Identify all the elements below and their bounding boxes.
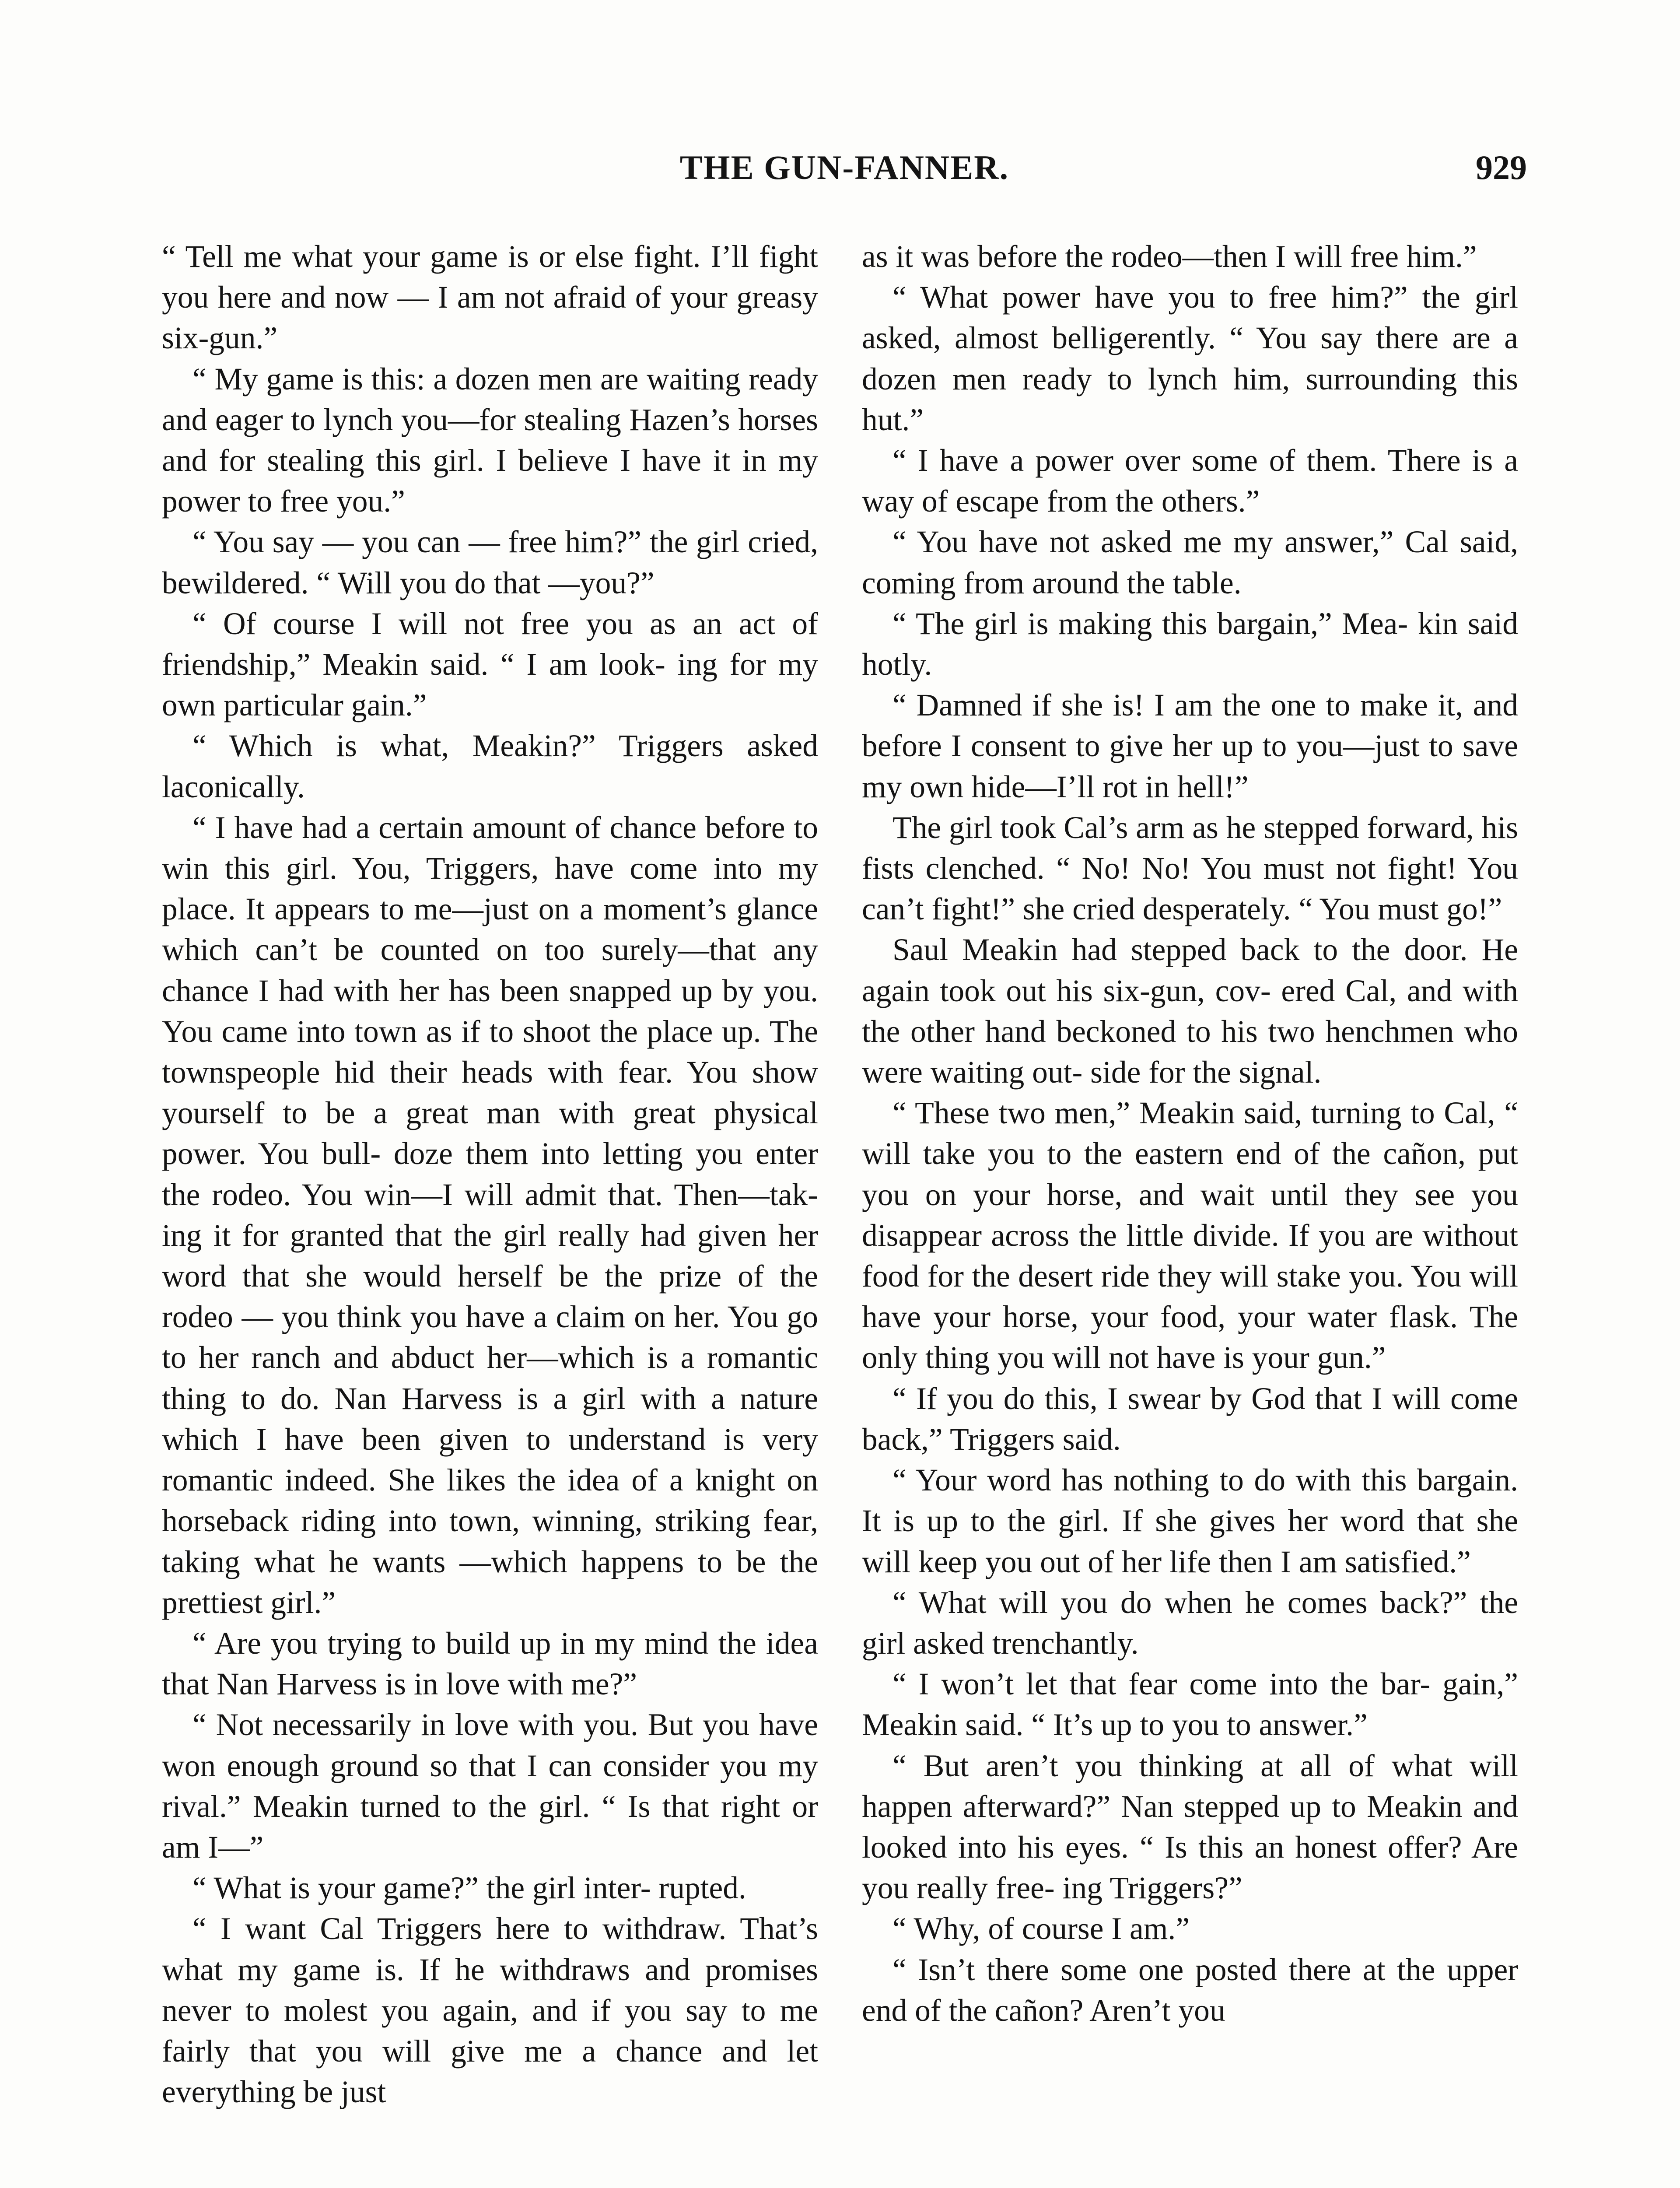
- running-title: THE GUN-FANNER.: [679, 148, 1009, 186]
- paragraph: The girl took Cal’s arm as he stepped forward, his fists clenched. “ No! No! You must not fight! You can’t fight!” she cried desperately. “ You must go!”: [862, 810, 1518, 927]
- paragraph: “ Damned if she is! I am the one to make it, and before I consent to give her up to you—just to save my own hide—I’ll rot in hell!”: [862, 688, 1518, 804]
- paragraph: “ Not necessarily in love with you. But you have won enough ground so that I can consider you my rival.” Meakin turned to the girl. “ Is that right or am I—”: [162, 1708, 818, 1865]
- page-header: [162, 148, 1527, 200]
- paragraph: “ But aren’t you thinking at all of what will happen afterward?” Nan stepped up to Meakin and looked into his eyes. “ Is this an honest offer? Are you really free- ing Triggers?”: [862, 1748, 1518, 1906]
- paragraph: “ Which is what, Meakin?” Triggers asked laconically.: [162, 729, 818, 804]
- paragraph: “ Are you trying to build up in my mind the idea that Nan Harvess is in love with me?”: [162, 1626, 818, 1702]
- paragraph: “ My game is this: a dozen men are waiting ready and eager to lynch you—for stealing Hazen’s horses and for stealing this girl. I believe I have it in my power to free you.”: [162, 361, 818, 519]
- paragraph: “ I won’t let that fear come into the bar- gain,” Meakin said. “ It’s up to you to answer.”: [862, 1667, 1518, 1743]
- paragraph: Saul Meakin had stepped back to the door. He again took out his six-gun, cov- ered Cal, and with the other hand beckoned to his two henchmen who were waiting out- side for the signal.: [862, 933, 1518, 1090]
- left-column: [162, 236, 818, 2112]
- paragraph: “ If you do this, I swear by God that I will come back,” Triggers said.: [862, 1381, 1518, 1457]
- paragraph: “ The girl is making this bargain,” Mea- kin said hotly.: [862, 606, 1518, 682]
- paragraph: “ Tell me what your game is or else fight. I’ll fight you here and now — I am not afraid of your greasy six-gun.”: [162, 239, 818, 356]
- paragraph: “ Why, of course I am.”: [892, 1911, 1190, 1946]
- paragraph: “ What power have you to free him?” the girl asked, almost belligerently. “ You say there are a dozen men ready to lynch him, surrounding this hut.”: [862, 280, 1518, 437]
- paragraph: “ You have not asked me my answer,” Cal said, coming from around the table.: [862, 525, 1518, 600]
- paragraph: “ Your word has nothing to do with this bargain. It is up to the girl. If she gives her word that she will keep you out of her life then I am satisfied.”: [862, 1463, 1518, 1579]
- page-number: 929: [1476, 148, 1527, 186]
- paragraph: “ Of course I will not free you as an act of friendship,” Meakin said. “ I am look- ing for my own particular gain.”: [162, 606, 818, 723]
- paragraph: “ I have a power over some of them. There is a way of escape from the others.”: [862, 443, 1518, 519]
- right-column: [862, 236, 1518, 2031]
- paragraph: “ These two men,” Meakin said, turning to Cal, “ will take you to the eastern end of the cañon, put you on your horse, and wait until they see you disappear across the little divide. If you are without food for the desert ride they will stake you. You will have your horse, your food, your water flask. The only thing you will not have is your gun.”: [862, 1096, 1518, 1375]
- paragraph: “ What will you do when he comes back?” the girl asked trenchantly.: [862, 1585, 1518, 1661]
- paragraph: as it was before the rodeo—then I will free him.”: [862, 239, 1477, 274]
- paragraph: “ I have had a certain amount of chance before to win this girl. You, Triggers, have come into my place. It appears to me—just on a moment’s glance which can’t be counted on too surely—that any chance I had with her has been snapped up by you. You came into town as if to shoot the place up. The townspeople hid their heads with fear. You show yourself to be a great man with great physical power. You bull- doze them into letting you enter the rodeo. You win—I will admit that. Then—tak- ing it for granted that the girl really had given her word that she would herself be the prize of the rodeo — you think you have a claim on her. You go to her ranch and abduct her—which is a romantic thing to do. Nan Harvess is a girl with a nature which I have been given to understand is very romantic indeed. She likes the idea of a knight on horseback riding into town, winning, striking fear, taking what he wants —which happens to be the prettiest girl.”: [162, 810, 818, 1620]
- paragraph: “ Isn’t there some one posted there at the upper end of the cañon? Aren’t you: [862, 1952, 1518, 2028]
- paragraph: “ What is your game?” the girl inter- rupted.: [192, 1871, 746, 1906]
- paragraph: “ I want Cal Triggers here to withdraw. That’s what my game is. If he withdraws and promises never to molest you again, and if you say to me fairly that you will give me a chance and let everything be just: [162, 1911, 818, 2110]
- paragraph: “ You say — you can — free him?” the girl cried, bewildered. “ Will you do that —you?”: [162, 525, 818, 600]
